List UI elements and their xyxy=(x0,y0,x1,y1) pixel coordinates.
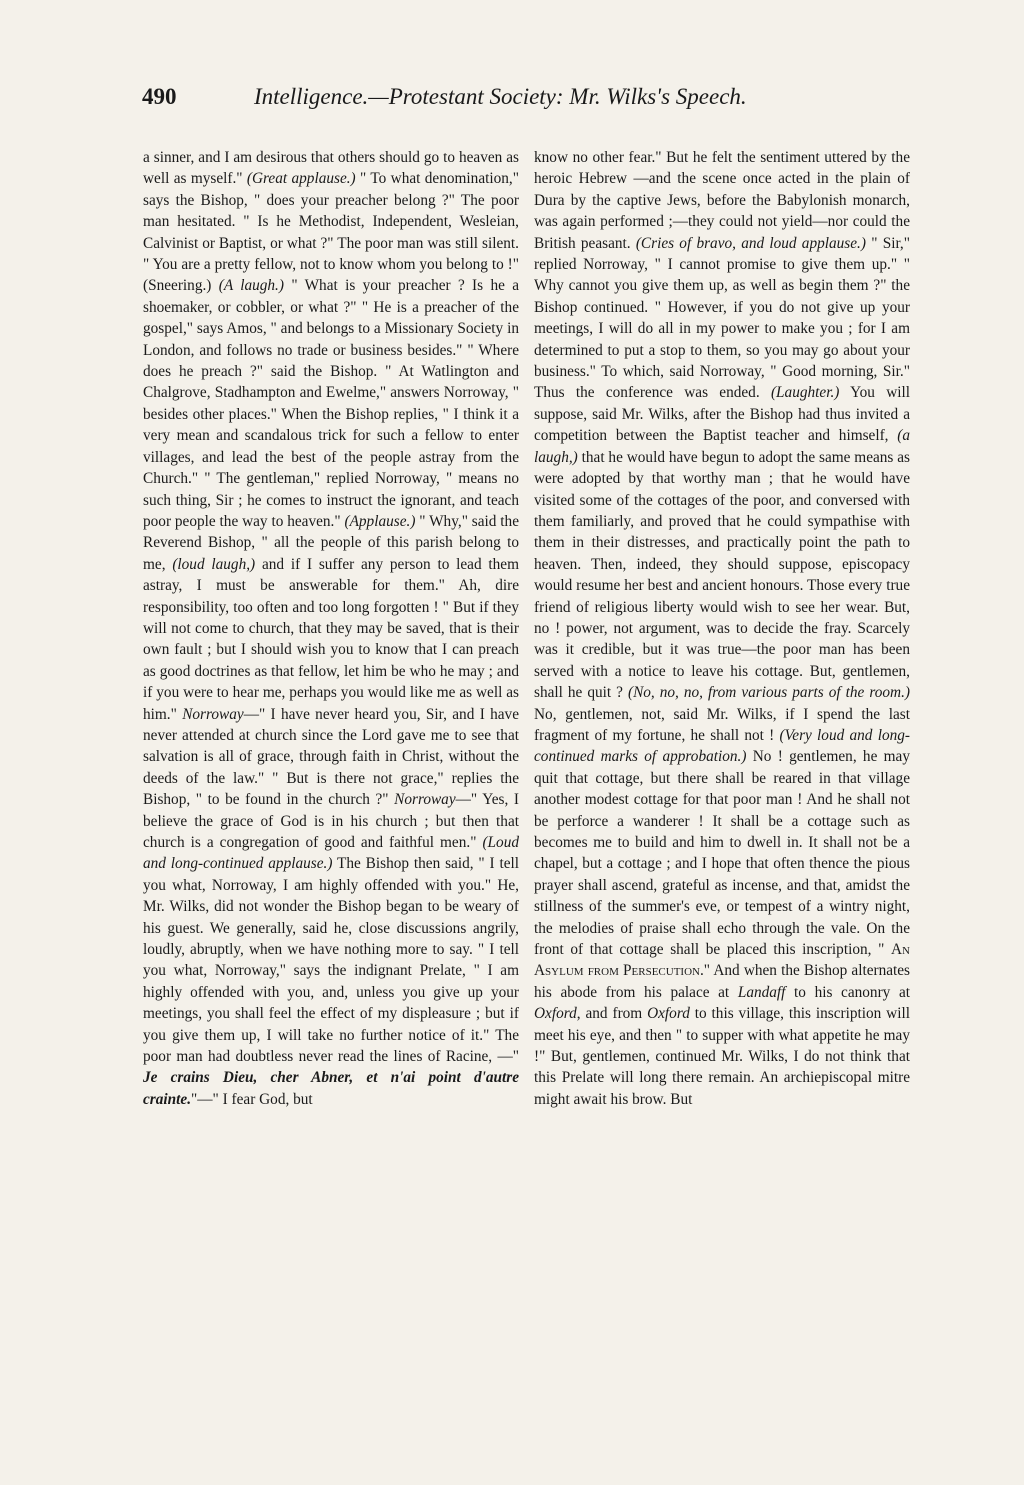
left-column-run: The Bishop then said, " I tell you what, Norroway, I am highly offended with you." He, Mr. Wilks, did not wonder the Bishop began to be weary of his guest. We generally, said he, close discussions angrily, loudly, abruptly, when we have nothing more to say. " I tell you what, Norroway," says the indignant Prelate, " I am highly offended with you, and, unless you give up your meetings, you shall feel the effect of my displeasure ; but if you give them up, I will take no further notice of it." The poor man had doubtless never read the lines of Racine, —" xyxy=(143,855,519,1066)
right-column xyxy=(534,147,910,1110)
left-column-run: (A laugh.) xyxy=(218,277,284,295)
left-column-run: and if I suffer any person to lead them astray, I must be answerable for them." Ah, dire responsibility, too often and too long forgotten ! " But if they will not come to church, that they may be saved, that is their own fault ; but I should wish you to know that I can preach as good doctrines as that fellow, let him be who he may ; and if you were to hear me, perhaps you would like me as well as him." xyxy=(143,555,519,723)
right-column-run: Oxford xyxy=(534,1005,577,1023)
right-column-run: Landaff xyxy=(737,983,786,1001)
left-column-run: (Applause.) xyxy=(344,512,416,530)
right-column-run: (a laugh,) xyxy=(534,427,910,466)
left-column-run: a sinner, and I am desirous that others should go to heaven as well as myself." xyxy=(143,149,519,188)
left-column-run: " Why," said the Reverend Bishop, " all the people of this parish belong to me, xyxy=(143,512,519,573)
left-column-text xyxy=(143,147,519,1110)
right-column-run: to this village, this inscription will meet his eye, and then " to supper with what appetite he may !" But, gentlemen, continued Mr. Wilks, I do not think that this Prelate will long there remain. An archiepiscopal mitre might await his brow. But xyxy=(534,1005,910,1108)
right-column-run: that he would have begun to adopt the same means as were adopted by that worthy man ; that he would have visited some of the cottages of the poor, and conversed with them familiarly, and proved that he could sympathise with them in their distresses, and practically point the path to heaven. Then, indeed, they should suppose, episcopacy would resume her best and ancient honours. Those every true friend of religious liberty would wish to see her wear. But, no ! power, not argument, was to decide the fray. Scarcely was it credible, but it was true—the poor man has been served with a notice to leave his cottage. But, gentlemen, shall he quit ? xyxy=(534,448,910,702)
right-column-run: " Sir," replied Norroway, " I cannot promise to give them up." " Why cannot you give them up, as well as begin them ?" the Bishop continued. " However, if you do not give up your meetings, I will do all in my power to make you ; for I am determined to put a stop to them, so you may go about your business." To which, said Norroway, " Good morning, Sir." Thus the conference was ended. xyxy=(534,234,910,402)
left-column xyxy=(143,147,519,1110)
left-column-run: " To what denomination," says the Bishop, " does your preacher belong ?" The poor man hesitated. " Is he Methodist, Independent, Wesleian, Calvinist or Baptist, or what ?" The poor man was still silent. " You are a pretty fellow, not to know whom you belong to !" (Sneering.) xyxy=(143,170,519,295)
left-column-run: Je crains Dieu, cher Abner, et n'ai point d'autre crainte. xyxy=(143,1069,519,1108)
right-column-run: (Very loud and long-continued marks of approbation.) xyxy=(534,726,911,766)
left-column-run: (Great applause.) xyxy=(246,170,356,188)
right-column-run: An Asylum from Persecution. xyxy=(534,941,910,980)
left-column-run: (Loud and long-continued applause.) xyxy=(143,834,519,873)
right-column-run: know no other fear." But he felt the sentiment uttered by the heroic Hebrew —and the scene once acted in the plain of Dura by the captive Jews, before the Babylonish monarch, was again performed ;—they could not yield—nor could the British peasant. xyxy=(534,149,910,252)
left-column-run: Norroway xyxy=(182,705,244,723)
left-column-run: " What is your preacher ? Is he a shoemaker, or cobbler, or what ?" " He is a preacher of the gospel," says Amos, " and belongs to a Missionary Society in London, and follows no trade or business besides." " Where does he preach ?" said the Bishop. " At Watlington and Chalgrove, Stadhampton and Ewelme," answers Norroway, " besides other places." When the Bishop replies, " I think it a very mean and scandalous trick for such a fellow to enter villages, and lead the best of the people astray from the Church." " The gentleman," replied Norroway, " means no such thing, Sir ; he comes to instruct the ignorant, and teach poor people the way to heaven." xyxy=(143,277,519,530)
left-column-run: Norroway xyxy=(394,791,456,809)
right-column-run: You will suppose, said Mr. Wilks, after the Bishop had thus invited a competition between the Baptist teacher and himself, xyxy=(534,384,910,445)
right-column-run: Oxford xyxy=(647,1005,690,1023)
right-column-run: (Laughter.) xyxy=(770,384,840,402)
right-column-text xyxy=(534,147,910,1110)
left-column-run: (loud laugh,) xyxy=(172,555,256,573)
right-column-run: " And when the Bishop alternates his abode from his palace at xyxy=(534,962,911,1001)
right-column-run: No ! gentlemen, he may quit that cottage, but there shall be reared in that village another modest cottage for that poor man ! And he shall not be perforce a wanderer ! It shall be a cottage such as becomes me to build and him to dwell in. It shall not be a chapel, but a cottage ; and I hope that often thence the pious prayer shall ascend, grateful as incense, and that, amidst the stillness of the summer's eve, or tempest of a wintry night, the melodies of praise shall echo through the vale. On the front of that cottage shall be placed this inscription, " xyxy=(534,748,910,959)
right-column-run: (No, no, no, from various parts of the room.) xyxy=(627,684,910,702)
left-column-run: —" Yes, I believe the grace of God is in his church ; but then that church is a congregation of good and faithful men." xyxy=(143,791,519,851)
right-column-run: , and from xyxy=(576,1005,648,1023)
running-header xyxy=(142,80,902,120)
running-title: Intelligence.—Protestant Society: Mr. Wilks's Speech. xyxy=(254,84,747,109)
right-column-run: No, gentlemen, not, said Mr. Wilks, if I spend the last fragment of my fortune, he shall not ! xyxy=(534,705,910,744)
right-column-run: (Cries of bravo, and loud applause.) xyxy=(635,234,866,252)
left-column-run: —" I have never heard you, Sir, and I have never attended at church since the Lord gave me to see that salvation is all of grace, through faith in Christ, without the deeds of the law." " But is there not grace," replies the Bishop, " to be found in the church ?" xyxy=(143,705,519,809)
page-number: 490 xyxy=(142,84,177,109)
right-column-run: to his canonry at xyxy=(785,983,910,1001)
left-column-run: "—" I fear God, but xyxy=(191,1090,313,1108)
